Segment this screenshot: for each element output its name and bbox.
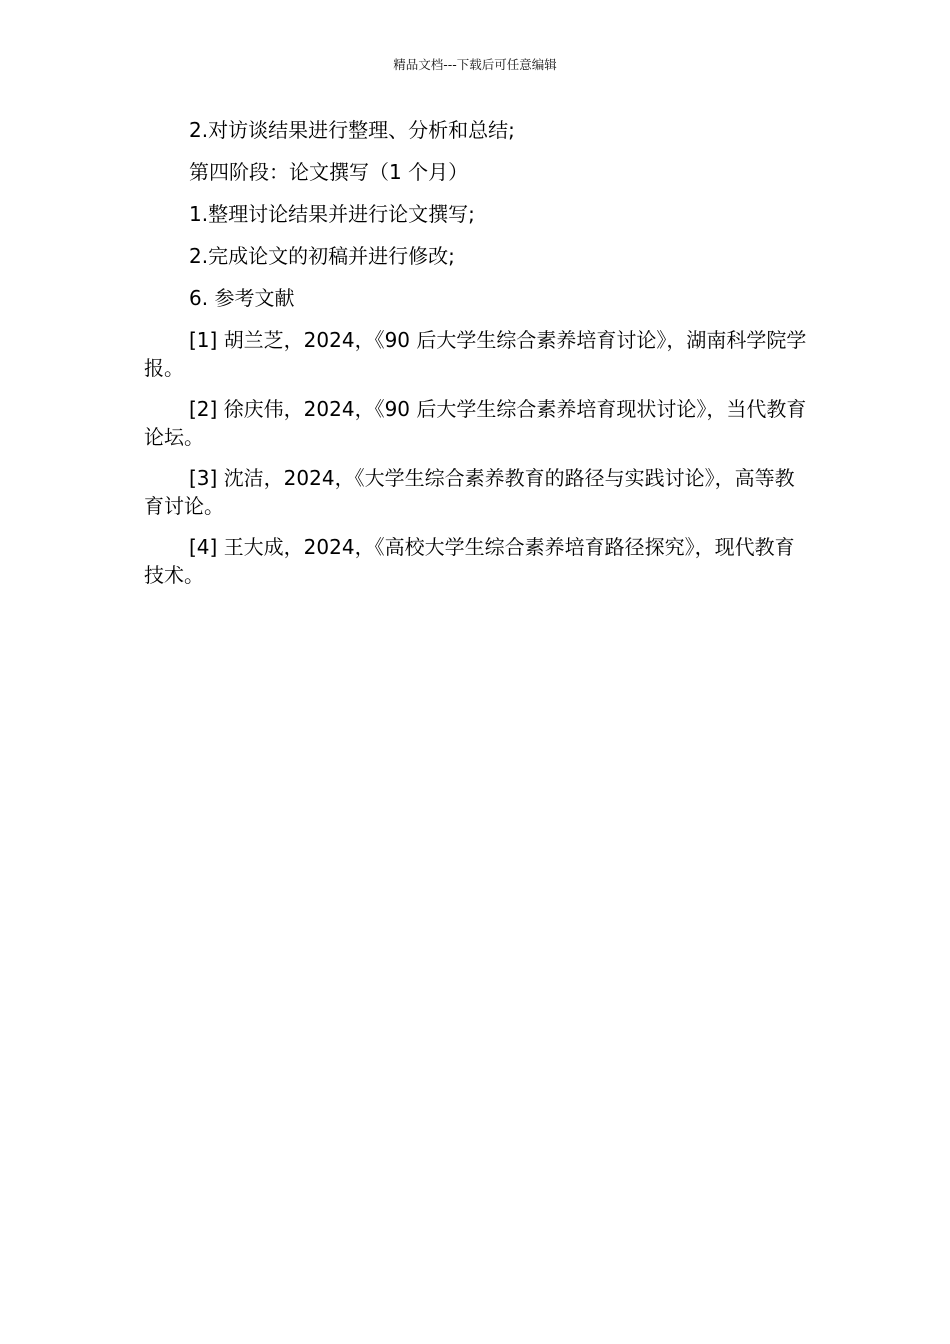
paragraph-interview-analysis: 2.对访谈结果进行整理、分析和总结; bbox=[189, 118, 515, 142]
document-body bbox=[144, 116, 810, 602]
page-header: 精品文档---下载后可任意编辑 bbox=[393, 57, 557, 72]
reference-item-1: [1] 胡兰芝，2024，《90 后大学生综合素养培育讨论》，湖南科学院学报。 bbox=[144, 328, 807, 380]
paragraph-draft-revision: 2.完成论文的初稿并进行修改; bbox=[189, 244, 455, 268]
reference-item-3: [3] 沈洁，2024，《大学生综合素养教育的路径与实践讨论》，高等教育讨论。 bbox=[144, 466, 795, 518]
reference-item-4: [4] 王大成，2024，《高校大学生综合素养培育路径探究》，现代教育技术。 bbox=[144, 535, 795, 587]
paragraph-phase-four-heading: 第四阶段：论文撰写（1 个月） bbox=[189, 160, 469, 184]
section-heading-references: 6. 参考文献 bbox=[189, 286, 295, 310]
reference-item-2: [2] 徐庆伟，2024，《90 后大学生综合素养培育现状讨论》，当代教育论坛。 bbox=[144, 397, 807, 449]
paragraph-organize-results: 1.整理讨论结果并进行论文撰写; bbox=[189, 202, 475, 226]
